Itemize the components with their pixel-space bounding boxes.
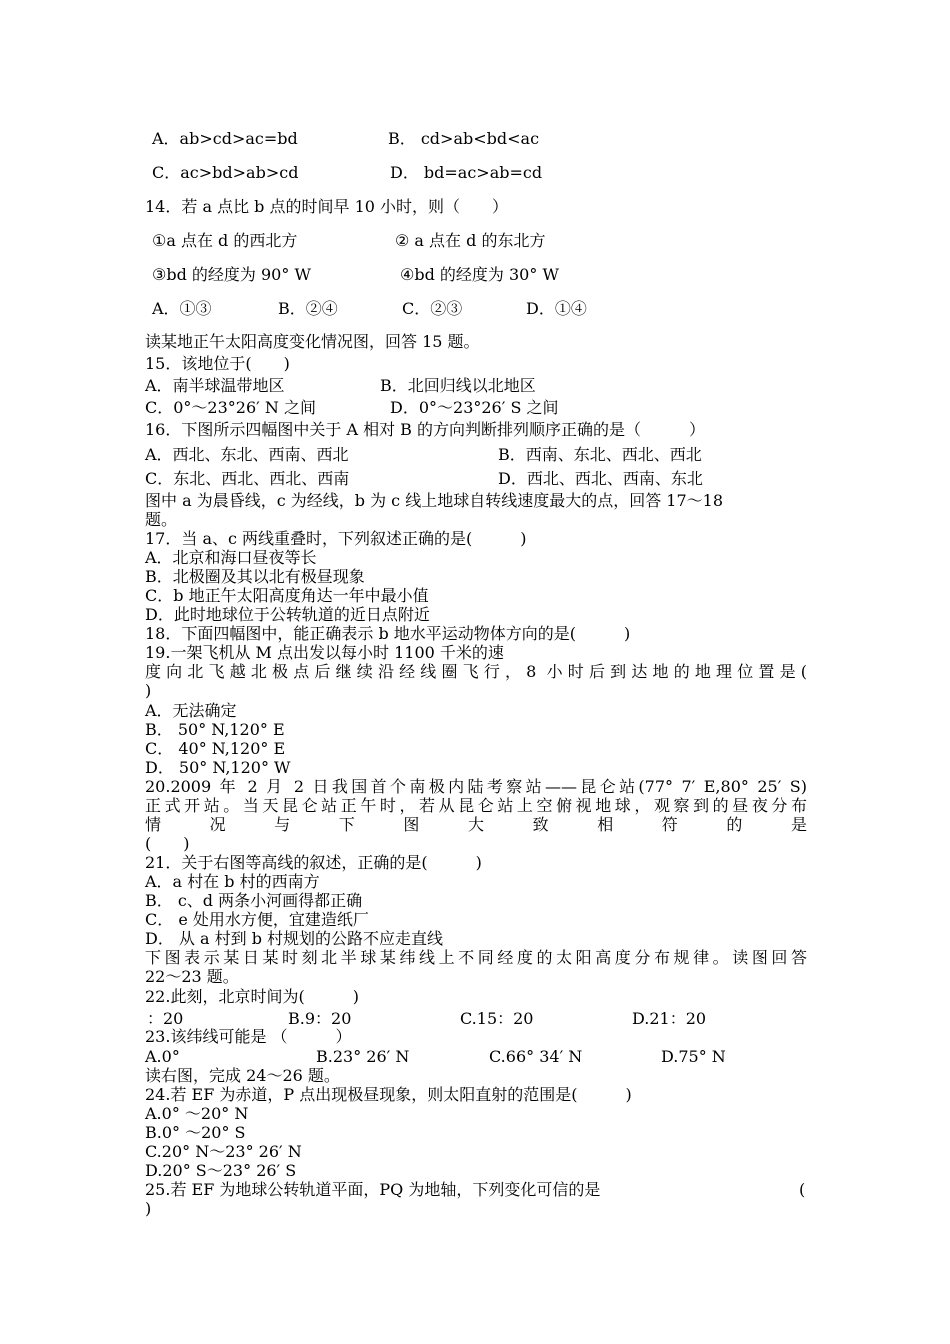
intro-17-line-2: 题。 [145, 510, 178, 529]
q19-line-2: 度向北飞越北极点后继续沿经线圈飞行，8 小时后到达地的地理位置是( [145, 662, 807, 681]
q23-stem: 23.该纬线可能是 （ ） [145, 1027, 352, 1046]
q22-option-c: C.15：20 [460, 1009, 534, 1028]
q14-statement-4: ④bd 的经度为 30° W [400, 265, 559, 284]
q19-line-1: 19.一架飞机从 M 点出发以每小时 1100 千米的速 [145, 643, 504, 662]
q23-option-d: D.75° N [661, 1047, 726, 1066]
q15-option-b: B．北回归线以北地区 [380, 376, 536, 395]
q18-stem: 18．下面四幅图中，能正确表示 b 地水平运动物体方向的是( ) [145, 624, 631, 643]
q17-option-b: B．北极圈及其以北有极昼现象 [145, 567, 365, 586]
q16-option-a: A．西北、东北、西南、西北 [145, 445, 349, 464]
q14-option-c: C．②③ [402, 299, 463, 318]
q19-line-3: ) [145, 681, 152, 700]
q24-option-d: D.20° S～23° 26′ S [145, 1161, 297, 1180]
q14-option-d: D．①④ [526, 299, 587, 318]
q16-option-d: D．西北、西北、西南、东北 [498, 469, 703, 488]
q20-line-1: 20.2009 年 2 月 2 日我国首个南极内陆考察站——昆仑站(77° 7′ E,80° 25′ S) [145, 777, 807, 796]
intro-22-line-1: 下图表示某日某时刻北半球某纬线上不同经度的太阳高度分布规律。读图回答 [145, 948, 807, 967]
q21-stem: 21．关于右图等高线的叙述，正确的是( ) [145, 853, 482, 872]
q25-stem: 25.若 EF 为地球公转轨道平面，PQ 为地轴，下列变化可信的是 [145, 1180, 601, 1199]
q22-option-d: D.21：20 [632, 1009, 707, 1028]
q17-stem: 17．当 a、c 两线重叠时，下列叙述正确的是( ) [145, 529, 527, 548]
q15-stem: 15．该地位于( ) [145, 354, 290, 373]
q14-option-a: A．①③ [152, 299, 212, 318]
q23-option-a: A.0° [145, 1047, 180, 1066]
q20-line-2: 正式开站。当天昆仑站正午时，若从昆仑站上空俯视地球，观察到的昼夜分布 [145, 796, 807, 815]
q19-option-d: D． 50° N,120° W [145, 758, 291, 777]
q14-stem: 14．若 a 点比 b 点的时间早 10 小时，则（ ） [145, 197, 509, 216]
q23-option-b: B.23° 26′ N [316, 1047, 410, 1066]
q14-statement-2: ② a 点在 d 的东北方 [395, 231, 546, 250]
q24-stem: 24.若 EF 为赤道，P 点出现极昼现象，则太阳直射的范围是( ) [145, 1085, 632, 1104]
q21-option-c: C． e 处用水方便，宜建造纸厂 [145, 910, 369, 929]
q15-option-c: C．0°～23°26′ N 之间 [145, 398, 316, 417]
q17-option-d: D．此时地球位于公转轨道的近日点附近 [145, 605, 430, 624]
q22-option-a: ：20 [147, 1009, 184, 1028]
q24-option-b: B.0° ～20° S [145, 1123, 246, 1142]
q17-option-c: C．b 地正午太阳高度角达一年中最小值 [145, 586, 429, 605]
q21-option-d: D． 从 a 村到 b 村规划的公路不应走直线 [145, 929, 444, 948]
q20-line-3: 情 况 与 下 图 大 致 相 符 的 是 [145, 815, 807, 834]
q19-option-c: C． 40° N,120° E [145, 739, 286, 758]
q25-answer-paren-open: ( [799, 1180, 806, 1199]
q17-option-a: A．北京和海口昼夜等长 [145, 548, 317, 567]
intro-15: 读某地正午太阳高度变化情况图，回答 15 题。 [145, 332, 480, 351]
q15-option-d: D．0°～23°26′ S 之间 [390, 398, 559, 417]
q24-option-a: A.0° ～20° N [145, 1104, 249, 1123]
q16-option-c: C．东北、西北、西北、西南 [145, 469, 350, 488]
intro-24: 读右图，完成 24～26 题。 [145, 1066, 340, 1085]
q21-option-b: B． c、d 两条小河画得都正确 [145, 891, 363, 910]
q16-option-b: B．西南、东北、西北、西北 [498, 445, 702, 464]
q20-line-4: ( ) [145, 834, 190, 853]
q15-option-a: A．南半球温带地区 [145, 376, 285, 395]
intro-17-line-1: 图中 a 为晨昏线，c 为经线，b 为 c 线上地球自转线速度最大的点，回答 17～18 [145, 491, 724, 510]
q14-statement-3: ③bd 的经度为 90° W [152, 265, 311, 284]
q14-option-b: B．②④ [278, 299, 338, 318]
q13-option-a: A．ab>cd>ac=bd [152, 129, 298, 148]
q19-option-b: B． 50° N,120° E [145, 720, 285, 739]
q16-stem: 16．下图所示四幅图中关于 A 相对 B 的方向判断排列顺序正确的是（ ） [145, 420, 706, 439]
q23-option-c: C.66° 34′ N [489, 1047, 583, 1066]
q24-option-c: C.20° N～23° 26′ N [145, 1142, 302, 1161]
q21-option-a: A．a 村在 b 村的西南方 [145, 872, 320, 891]
intro-22-line-2: 22～23 题。 [145, 967, 239, 986]
q13-option-c: C．ac>bd>ab>cd [152, 163, 299, 182]
q22-option-b: B.9：20 [288, 1009, 352, 1028]
q13-option-b: B． cd>ab<bd<ac [388, 129, 540, 148]
q22-stem: 22.此刻，北京时间为( ) [145, 987, 359, 1006]
q19-option-a: A．无法确定 [145, 701, 237, 720]
q14-statement-1: ①a 点在 d 的西北方 [152, 231, 298, 250]
q25-answer-paren-close: ) [145, 1199, 152, 1218]
q13-option-d: D． bd=ac>ab=cd [390, 163, 543, 182]
